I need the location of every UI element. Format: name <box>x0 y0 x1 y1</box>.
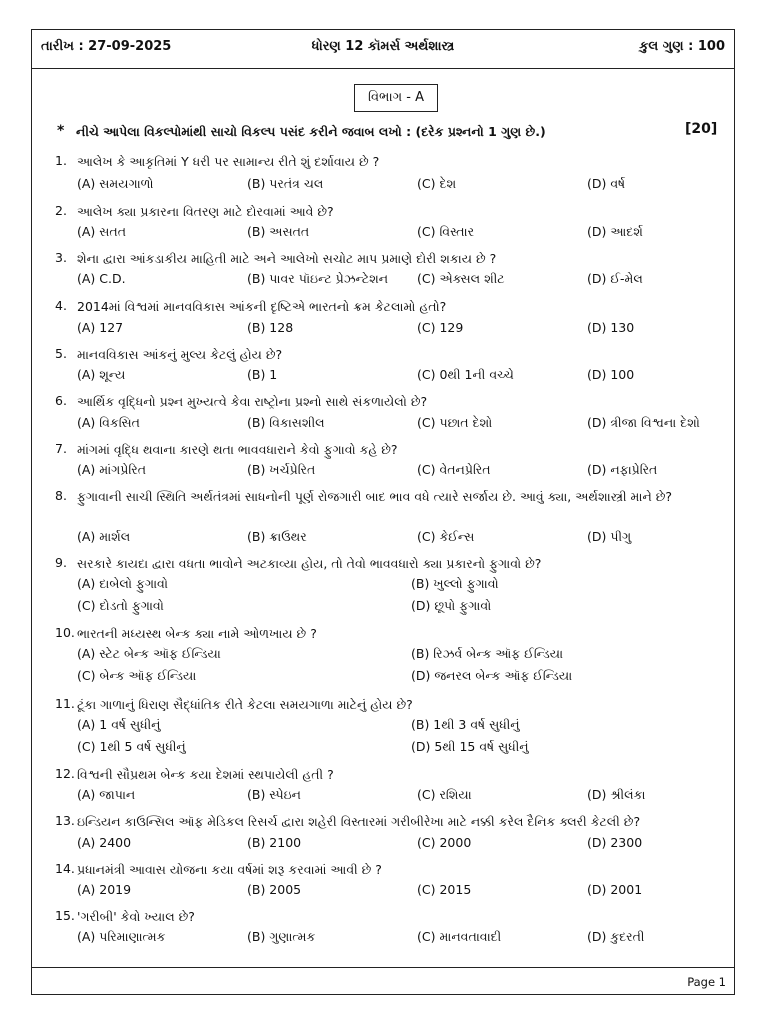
option-d: (D) ઈ-મેલ <box>587 271 643 286</box>
option-a: (A) દાબેલો ફુગાવો <box>77 576 168 591</box>
question-number: 8. <box>55 488 67 503</box>
option-d: (D) 130 <box>587 320 635 335</box>
option-c: (C) દેશ <box>417 176 457 191</box>
option-c: (C) 2000 <box>417 835 472 850</box>
option-a: (A) સ્ટેટ બેન્ક ઑફ ઈન્ડિયા <box>77 646 221 661</box>
question-number: 1. <box>55 153 67 168</box>
option-b: (B) પાવર પૉઇન્ટ પ્રેઝન્ટેશન <box>247 271 389 286</box>
question-number: 12. <box>55 766 75 781</box>
question-text: માંગમાં વૃદ્ધિ થવાના કારણે થતા ભાવવધારાને કેવો ફુગાવો કહે છે? <box>77 442 398 457</box>
section-instruction: નીચે આપેલા વિકલ્પોમાંથી સાચો વિકલ્પ પસંદ કરીને જવાબ લખો : (દરેક પ્રશ્નનો 1 ગુણ છે.) <box>76 124 546 139</box>
question-number: 4. <box>55 298 67 313</box>
question-text: 'ગરીબી' કેવો ખ્યાલ છે? <box>77 909 195 924</box>
option-c: (C) કેઈન્સ <box>417 529 475 544</box>
option-b: (B) ક્રાઉથર <box>247 529 307 544</box>
option-a: (A) માર્શલ <box>77 529 131 544</box>
option-c: (C) માનવતાવાદી <box>417 929 502 944</box>
question-text: વિશ્વની સૌપ્રથમ બેન્ક કયા દેશમાં સ્થપાયેલી હતી ? <box>77 767 334 782</box>
question-number: 2. <box>55 203 67 218</box>
question-text: ઇન્ડિયન કાઉન્સિલ ઑફ મેડિકલ રિસર્ચ દ્વારા શહેરી વિસ્તારમાં ગરીબીરેખા માટે નક્કી કરેલ દૈનિક ક્લરી કેટલી છે? <box>77 814 641 829</box>
page-footer <box>31 967 735 995</box>
option-c: (C) એક્સલ શીટ <box>417 271 505 286</box>
option-c: (C) વેતનપ્રેરિત <box>417 462 491 477</box>
option-a: (A) પરિમાણાત્મક <box>77 929 166 944</box>
option-b: (B) સ્પેઇન <box>247 787 301 802</box>
option-a: (A) માંગપ્રેરિત <box>77 462 146 477</box>
option-d: (D) વર્ષ <box>587 176 626 191</box>
question-text: આર્થિક વૃદ્ધિનો પ્રશ્ન મુખ્યત્વે કેવા રાષ્ટ્રોના પ્રશ્નો સાથે સંકળાયેલો છે? <box>77 394 428 409</box>
option-b: (B) ખર્ચપ્રેરિત <box>247 462 316 477</box>
option-d: (D) 5થી 15 વર્ષ સુધીનું <box>411 739 529 754</box>
question-text: ફુગાવાની સાચી સ્થિતિ અર્થતંત્રમાં સાધનોની પૂર્ણ રોજગારી બાદ ભાવ વધે ત્યારે સર્જાય છે. આવું ક્યા, અર્થશાસ્ત્રી માને છે? <box>77 489 673 504</box>
option-d: (D) 100 <box>587 367 635 382</box>
option-d: (D) છૂપો ફુગાવો <box>411 598 492 613</box>
total-marks: કુલ ગુણ : 100 <box>639 39 725 54</box>
option-d: (D) આદર્શ <box>587 224 643 239</box>
section-marks: [20] <box>685 121 718 137</box>
question-number: 14. <box>55 861 75 876</box>
option-a: (A) C.D. <box>77 271 126 286</box>
option-d: (D) પીગુ <box>587 529 632 544</box>
exam-date: તારીખ : 27-09-2025 <box>41 39 172 54</box>
option-c: (C) 129 <box>417 320 464 335</box>
page-number: Page 1 <box>687 975 726 989</box>
exam-header <box>31 29 735 69</box>
option-a: (A) 127 <box>77 320 124 335</box>
option-b: (B) વિકાસશીલ <box>247 415 325 430</box>
question-text: ભારતની મધ્યસ્થ બેન્ક ક્યા નામે ઓળખાય છે ? <box>77 626 317 641</box>
section-label: વિભાગ - A <box>354 84 438 112</box>
option-a: (A) 2019 <box>77 882 132 897</box>
option-a: (A) વિકસિત <box>77 415 140 430</box>
option-b: (B) ખુલ્લો ફુગાવો <box>411 576 499 591</box>
question-number: 3. <box>55 250 67 265</box>
question-number: 6. <box>55 393 67 408</box>
option-d: (D) શ્રીલંકા <box>587 787 646 802</box>
question-number: 7. <box>55 441 67 456</box>
option-a: (A) 2400 <box>77 835 132 850</box>
option-b: (B) 2005 <box>247 882 302 897</box>
option-d: (D) જનરલ બેન્ક ઑફ ઈન્ડિયા <box>411 668 573 683</box>
option-c: (C) 1થી 5 વર્ષ સુધીનું <box>77 739 186 754</box>
option-d: (D) ત્રીજા વિશ્વના દેશો <box>587 415 700 430</box>
page-frame <box>31 29 735 995</box>
option-a: (A) સતત <box>77 224 126 239</box>
option-a: (A) જાપાન <box>77 787 136 802</box>
question-text: 2014માં વિશ્વમાં માનવવિકાસ આંકની દૃષ્ટિએ ભારતનો ક્રમ કેટલામો હતો? <box>77 299 447 314</box>
option-b: (B) 1થી 3 વર્ષ સુધીનું <box>411 717 520 732</box>
question-text: પ્રધાનમંત્રી આવાસ યોજના કયા વર્ષમાં શરૂ કરવામાં આવી છે ? <box>77 862 382 877</box>
option-b: (B) અસતત <box>247 224 310 239</box>
question-text: માનવવિકાસ આંકનું મુલ્ય કેટલું હોય છે? <box>77 347 283 362</box>
question-number: 5. <box>55 346 67 361</box>
option-c: (C) રશિયા <box>417 787 472 802</box>
question-text: શેના દ્વારા આંકડાકીય માહિતી માટે અને આલેખો સચોટ માપ પ્રમાણે દોરી શકાય છે ? <box>77 251 497 266</box>
exam-title: ધોરણ 12 કૉમર્સ અર્થશાસ્ત્ર <box>311 39 455 54</box>
option-b: (B) પરતંત્ર ચલ <box>247 176 324 191</box>
option-a: (A) શૂન્ય <box>77 367 126 382</box>
question-number: 15. <box>55 908 75 923</box>
option-d: (D) નફાપ્રેરિત <box>587 462 658 477</box>
option-c: (C) પછાત દેશો <box>417 415 493 430</box>
option-b: (B) 128 <box>247 320 294 335</box>
option-c: (C) 0થી 1ની વચ્ચે <box>417 367 514 382</box>
question-text: ટૂંકા ગાળાનું ધિરાણ સૈદ્ધાંતિક રીતે કેટલા સમયગાળા માટેનું હોય છે? <box>77 697 413 712</box>
option-a: (A) સમયગાળો <box>77 176 154 191</box>
option-c: (C) બેન્ક ઑફ ઈન્ડિયા <box>77 668 197 683</box>
option-d: (D) 2300 <box>587 835 643 850</box>
instruction-bullet: * <box>57 123 65 139</box>
question-number: 13. <box>55 813 75 828</box>
option-c: (C) 2015 <box>417 882 472 897</box>
option-c: (C) વિસ્તાર <box>417 224 475 239</box>
question-number: 11. <box>55 696 75 711</box>
question-number: 10. <box>55 625 75 640</box>
option-b: (B) રિઝર્વ બેન્ક ઑફ ઈન્ડિયા <box>411 646 564 661</box>
question-text: આલેખ ક્યા પ્રકારના વિતરણ માટે દોરવામાં આવે છે? <box>77 204 334 219</box>
option-a: (A) 1 વર્ષ સુધીનું <box>77 717 161 732</box>
option-b: (B) 1 <box>247 367 278 382</box>
question-text: આલેખ કે આકૃતિમાં Y ધરી પર સામાન્ય રીતે શું દર્શાવાય છે ? <box>77 154 380 169</box>
option-b: (B) 2100 <box>247 835 302 850</box>
question-number: 9. <box>55 555 67 570</box>
option-c: (C) દોડતો ફુગાવો <box>77 598 164 613</box>
option-d: (D) કુદરતી <box>587 929 645 944</box>
option-d: (D) 2001 <box>587 882 643 897</box>
question-text: સરકારે કાયદા દ્વારા વધતા ભાવોને અટકાવ્યા હોય, તો તેવો ભાવવધારો ક્યા પ્રકારનો ફુગાવો છે? <box>77 556 542 571</box>
option-b: (B) ગુણાત્મક <box>247 929 316 944</box>
